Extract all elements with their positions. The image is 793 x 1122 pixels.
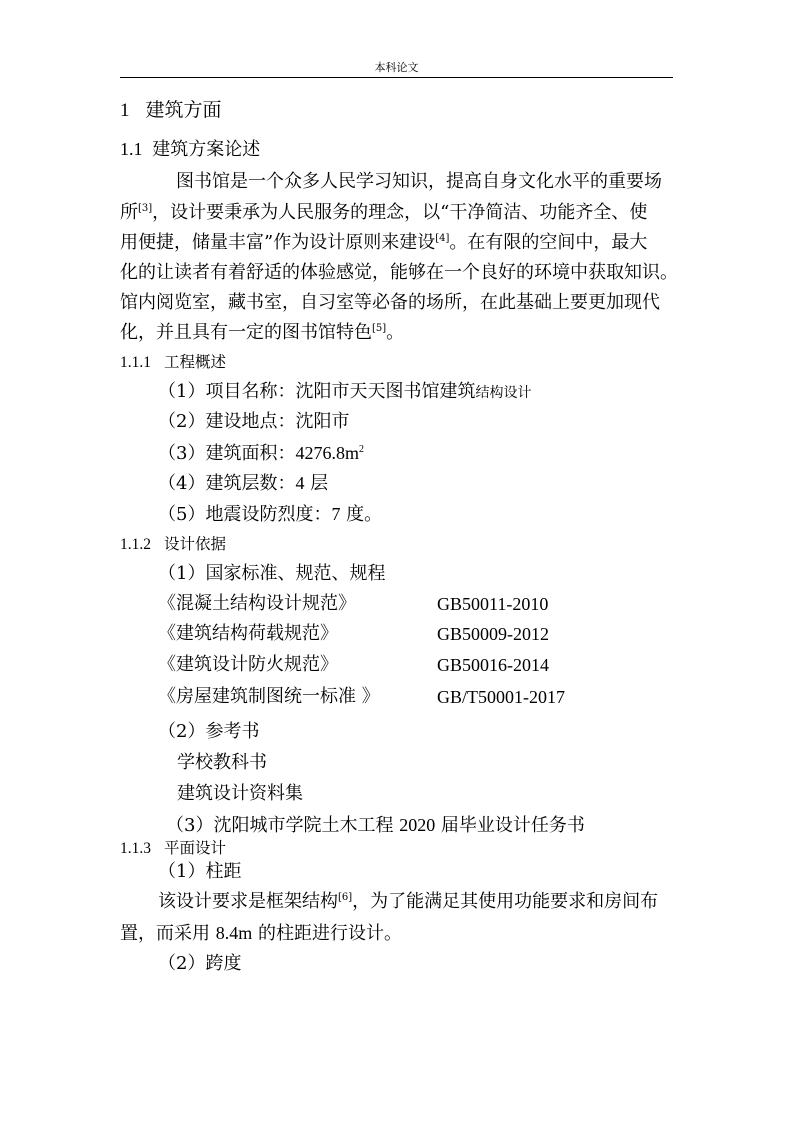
- overview-item-4-value: 4: [295, 473, 305, 493]
- overview-item-5: [158, 502, 382, 527]
- basis-sub-3: [166, 813, 585, 838]
- intro-line-3-end: 。在有限的空间中，最大: [449, 232, 648, 253]
- standard-name: 《房屋建筑制图统一标准 》: [158, 686, 380, 707]
- subsection-number: 1.1.1: [120, 354, 151, 371]
- intro-line-3-start: 用便捷，储量丰富”作为设计原则来建设: [120, 232, 436, 253]
- overview-item-3-value: 4276.8m: [295, 443, 359, 463]
- standard-name: 《混凝土结构设计规范》: [158, 593, 356, 614]
- chapter-heading: [120, 97, 222, 124]
- section-heading: [120, 137, 260, 162]
- overview-item-3-label: （3）建筑面积：: [158, 443, 296, 464]
- chapter-title: 建筑方面: [145, 99, 222, 121]
- basis-sub-2: （2）参考书: [158, 721, 260, 742]
- chapter-number: 1: [120, 100, 130, 121]
- section-title: 建筑方案论述: [152, 139, 261, 160]
- header-rule: [120, 77, 673, 78]
- standard-code: GB/T50001-2017: [437, 687, 565, 707]
- intro-line-6-start: 化，并且具有一定的图书馆特色: [120, 322, 372, 343]
- intro-line-2-end: ，设计要秉承为人民服务的理念，以“干净简洁、功能齐全、使: [152, 202, 648, 223]
- overview-item-3: [158, 441, 364, 466]
- overview-item-1-label: （1）项目名称：沈阳市天天图书馆建筑: [158, 381, 476, 402]
- overview-item-5-value: 7: [331, 504, 341, 524]
- basis-sub-1: （1）国家标准、规范、规程: [158, 563, 386, 584]
- standard-code: GB50011-2010: [437, 594, 549, 614]
- subsection-heading-plan: [120, 837, 226, 860]
- overview-item-4: [158, 471, 328, 496]
- subsection-heading-overview: [120, 351, 226, 374]
- intro-line-2: [120, 201, 647, 225]
- subsection-title: 工程概述: [163, 353, 226, 371]
- subsection-heading-basis: [120, 533, 226, 556]
- intro-line-2-start: 所: [120, 202, 138, 223]
- intro-line-5: 馆内阅览室，藏书室，自习室等必备的场所，在此基础上要更加现代: [120, 292, 660, 313]
- reference-book-2: 建筑设计资料集: [177, 783, 303, 804]
- subsection-number: 1.1.3: [120, 840, 151, 857]
- plan-sub-2: （2）跨度: [158, 953, 242, 974]
- plan-paragraph-line-1-end: ，为了能满足其使用功能要求和房间布: [352, 891, 659, 912]
- subsection-number: 1.1.2: [120, 536, 151, 553]
- page-header: 本科论文: [374, 61, 419, 74]
- overview-item-3-unit-sup: 2: [358, 444, 364, 455]
- standard-code: GB50016-2014: [437, 655, 549, 675]
- standard-name: 《建筑结构荷载规范》: [158, 623, 338, 644]
- intro-line-4: 化的让读者有着舒适的体验感觉，能够在一个良好的环境中获取知识。: [120, 262, 678, 283]
- overview-item-4-unit: 层: [304, 473, 329, 494]
- basis-sub-3-end: 届毕业设计任务书: [435, 815, 585, 836]
- intro-line-3: [120, 231, 647, 255]
- intro-line-6-end: 。: [386, 322, 405, 343]
- plan-paragraph-line-2: [120, 921, 402, 946]
- section-number: 1.1: [120, 139, 143, 159]
- citation-ref: [3]: [138, 203, 153, 214]
- citation-ref: [5]: [372, 323, 387, 334]
- intro-line-1: 图书馆是一个众多人民学习知识，提高自身文化水平的重要场: [176, 171, 662, 192]
- plan-paragraph-line-1: [158, 890, 658, 914]
- overview-item-2: （2）建设地点：沈阳市: [158, 411, 350, 432]
- basis-sub-3-year: 2020: [399, 815, 436, 835]
- plan-paragraph-line-2-value: 8.4m: [215, 923, 253, 943]
- reference-book-1: 学校教科书: [177, 752, 267, 773]
- overview-item-4-label: （4）建筑层数：: [158, 473, 296, 494]
- overview-item-5-unit: 度。: [340, 504, 383, 525]
- intro-line-6: [120, 321, 404, 345]
- basis-sub-3-start: （3）沈阳城市学院土木工程: [166, 815, 400, 836]
- overview-item-1: [158, 380, 531, 405]
- plan-sub-1: （1）柱距: [158, 861, 242, 882]
- subsection-title: 平面设计: [163, 839, 226, 857]
- overview-item-5-label: （5）地震设防烈度：: [158, 504, 332, 525]
- standard-code: GB50009-2012: [437, 624, 549, 644]
- plan-paragraph-line-1-start: 该设计要求是框架结构: [158, 891, 338, 912]
- plan-paragraph-line-2-end: 的柱距进行设计。: [252, 923, 402, 944]
- citation-ref: [6]: [338, 892, 353, 903]
- subsection-title: 设计依据: [163, 535, 226, 553]
- plan-paragraph-line-2-start: 置，而采用: [120, 923, 216, 944]
- standard-name: 《建筑设计防火规范》: [158, 654, 338, 675]
- citation-ref: [4]: [435, 233, 450, 244]
- overview-item-1-suffix: 结构设计: [475, 385, 532, 401]
